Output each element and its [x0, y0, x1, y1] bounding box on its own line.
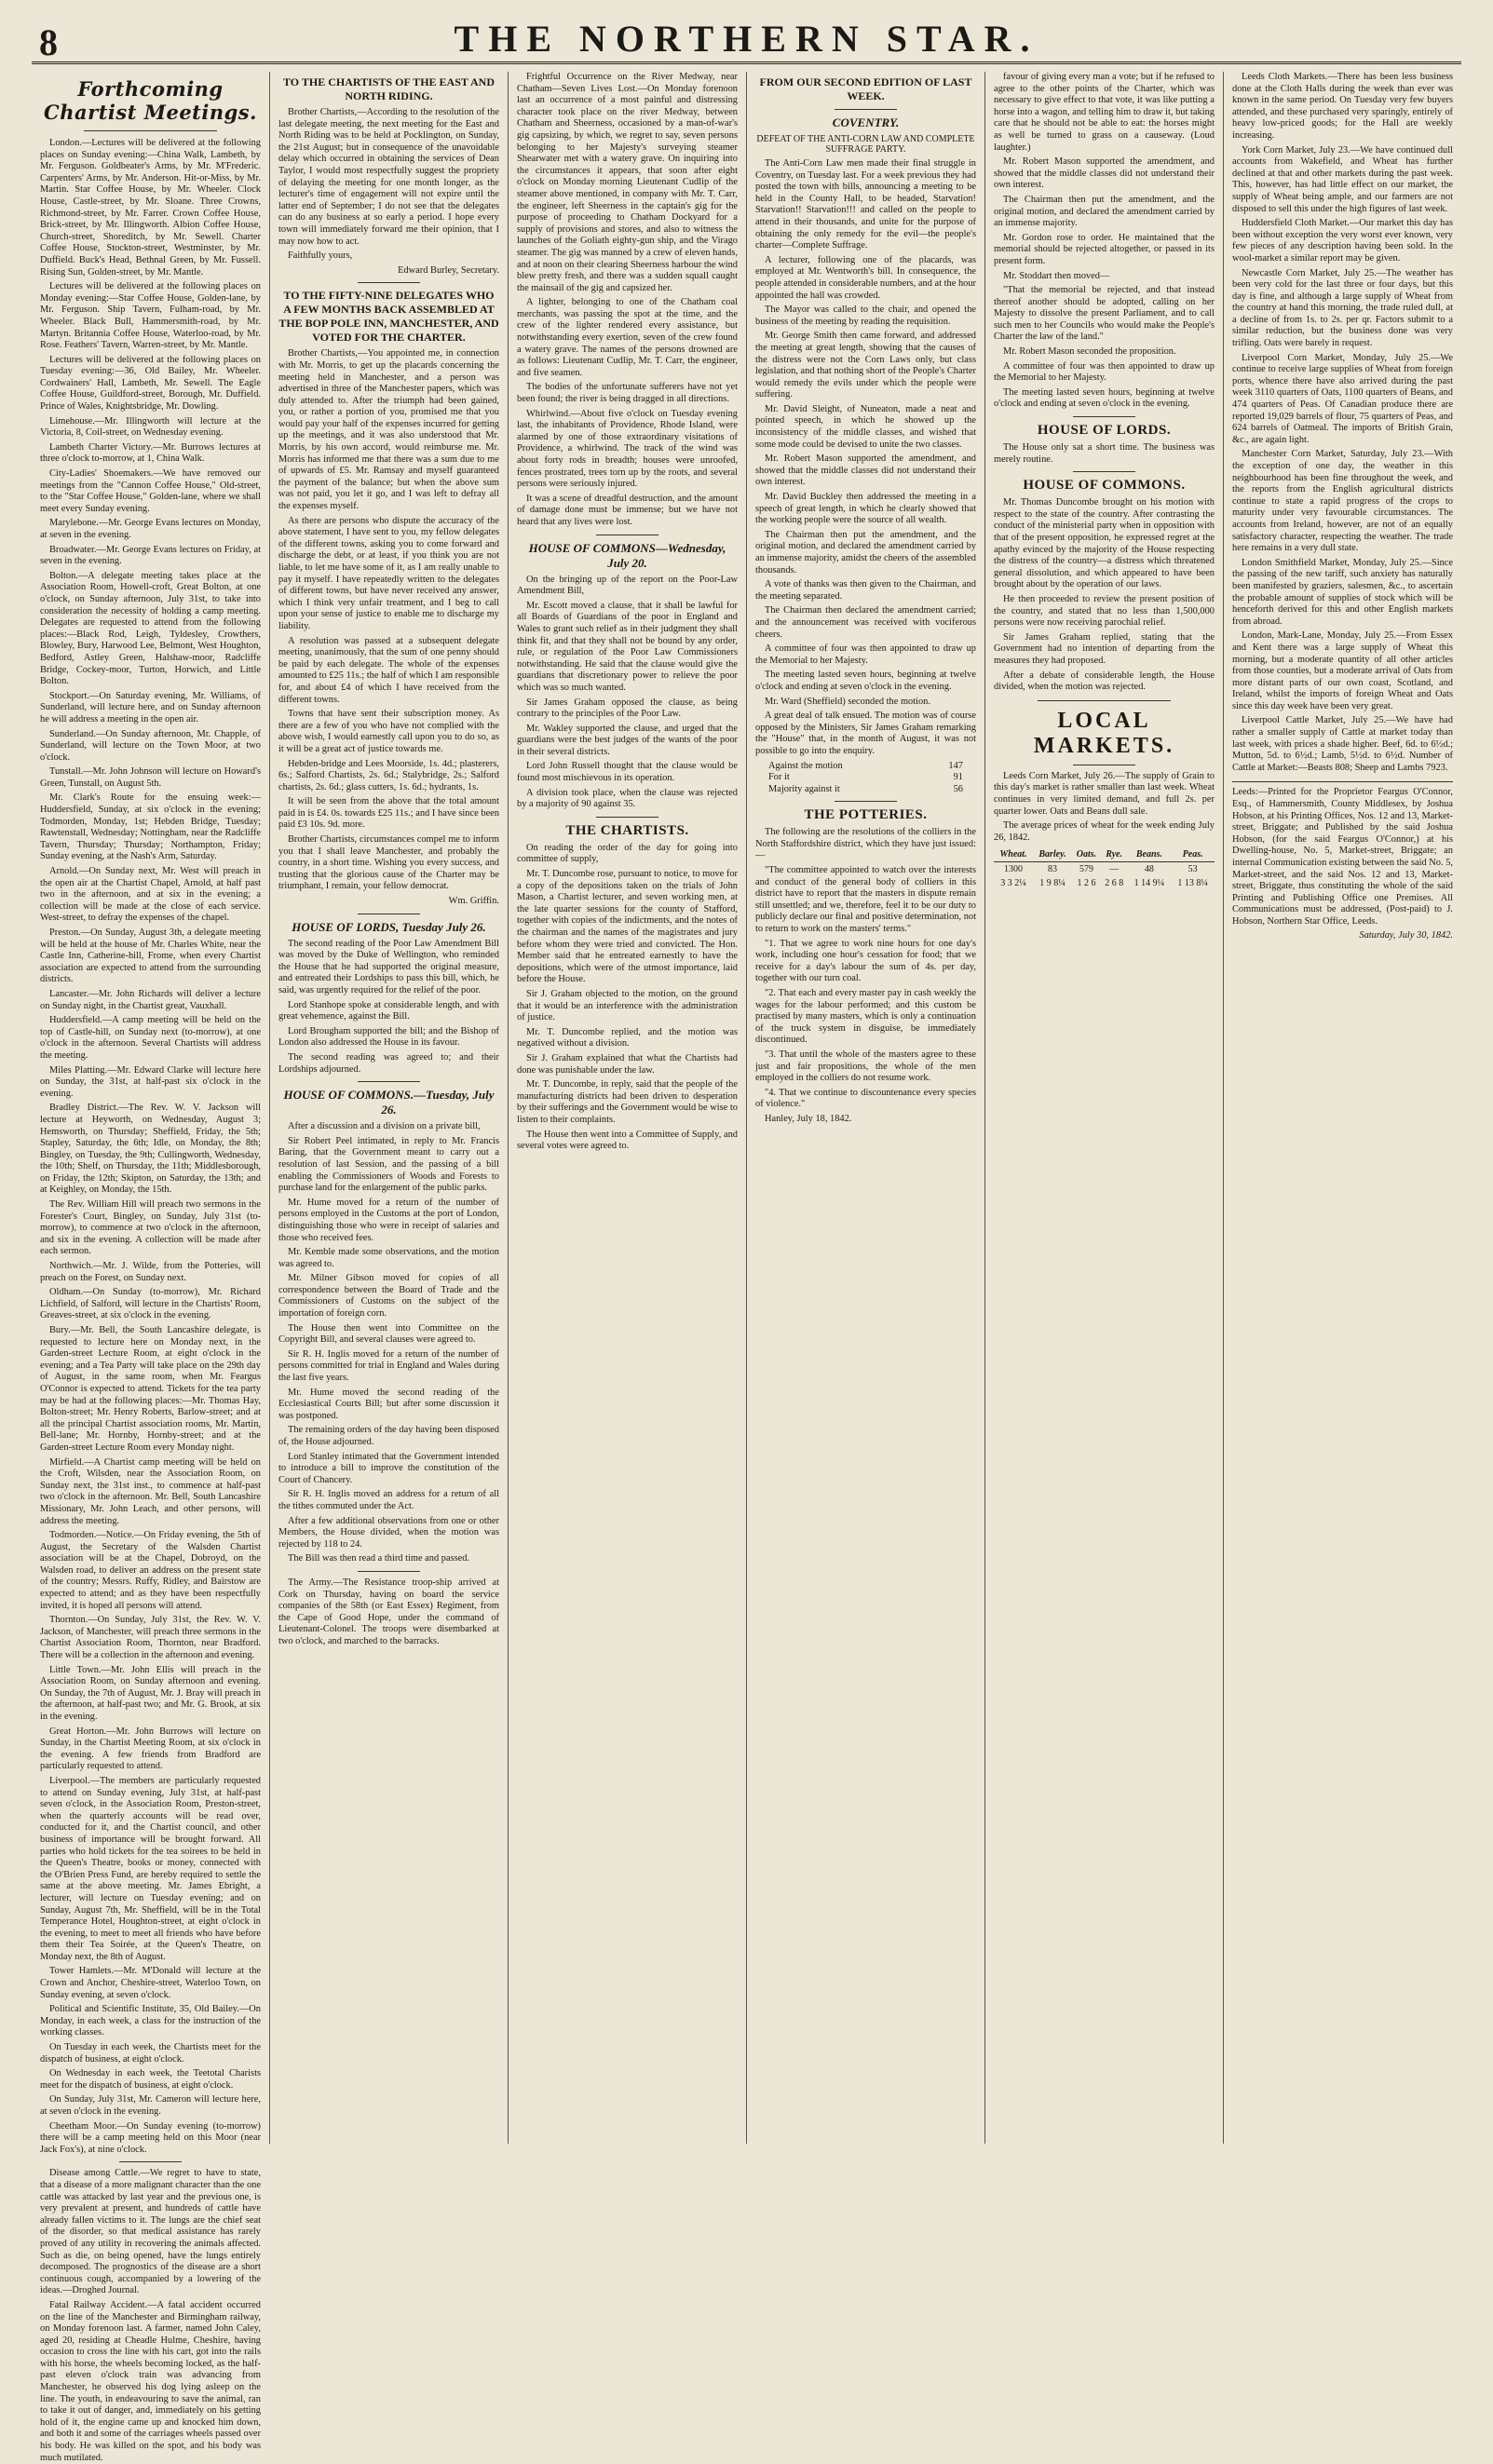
paragraph: Mr. Robert Mason supported the amendment, and showed that the middle classes did not understand their own interest. — [755, 454, 976, 488]
article-body — [517, 72, 738, 529]
article-body — [755, 158, 976, 758]
paragraph: The meeting lasted seven hours, beginning at twelve o'clock and ending at seven o'clock in the evening. — [755, 670, 976, 692]
paragraph: A division took place, when the clause was rejected by a majority of 90 against 35. — [517, 787, 738, 810]
article-heading: HOUSE OF LORDS. — [1037, 423, 1172, 439]
paragraph: Frightful Occurrence on the River Medway, near Chatham—Seven Lives Lost.—On Monday forenoon last an occurrence of a most painful and distressing character took place on the river Medway, between Chatham and Sheerness, occasioned by a man-of-war's gig capsizing, by which, we regret to say, seven persons belonging to her Majesty's surveying steamer Shearwater met with a watery grave. On inquiring into the circumstances it appears, that soon after eight o'clock on Monday morning Lieutenant Cudlip of the steamer above mentioned, in company with Mr. T. Carr, the engineer, left Sheerness in the captain's gig for the purpose of proceeding to Chatham Dockyard for a supply of provisions and stores, and also to witness the launches of the Goliath eighty-gun ship, and the Virago steamer. The gig was manned by a crew of eleven hands, and at noon on their clearing Sheerness harbour the wind blew pretty fresh, and there was a sudden squall caught the mainsail of the gig and capsized her. — [517, 72, 738, 293]
paragraph: favour of giving every man a vote; but if he refused to agree to the other points of the Charter, which was necessary to give effect to that vote, it was like putting a horse into a wagon, and telling him to draw it, but taking care that he should not be able to eat: the horses might as well be turned to grass on a causeway. (Loud laughter.) — [994, 72, 1215, 153]
paragraph: After a debate of considerable length, the House divided, when the motion was rejected. — [994, 670, 1215, 693]
paragraph: The Bill was then read a third time and passed. — [288, 1553, 470, 1564]
article-subheading: DEFEAT OF THE ANTI-CORN LAW AND COMPLETE SUFFRAGE PARTY. — [756, 134, 975, 155]
paragraph: Mr. T. Duncombe, in reply, said that the people of the manufacturing districts had been driven to desperation by their sufferings and the Government would be wise to listen to their complaints. — [517, 1079, 738, 1125]
division-count: 91 — [953, 772, 963, 783]
paragraph: Lambeth Charter Victory.—Mr. Burrows lectures at three o'clock to-morrow, at 1, China Walk. — [40, 441, 261, 465]
paragraph: Broadwater.—Mr. George Evans lectures on Friday, at seven in the evening. — [40, 544, 261, 567]
division-label: For it — [768, 772, 790, 783]
paragraph: A great deal of talk ensued. The motion was of course opposed by the Ministers, Sir James Graham remarking the "House" that, in the month of August, it was not possible to go into the enquiry. — [755, 711, 976, 756]
paragraph: "3. That until the whole of the masters agree to these just and fair propositions, the whole of the men employed in the colliers do not resume work. — [755, 1049, 976, 1084]
paragraph: The Chairman then declared the amendment carried; and the announcement was received with vociferous cheers. — [755, 605, 976, 640]
paragraph: Liverpool Cattle Market, July 25.—We have had rather a smaller supply of Cattle at market today than last week, with prices a shade higher. Beef, 6d. to 6½d.; Mutton, 5d. to 6½d.; Lamb, 5½d. to 6½d. Number of Cattle at Market:—Beasts 808; Sheep and Lambs 7923. — [1232, 715, 1453, 773]
paragraph: "2. That each and every master pay in cash weekly the wages for the labour performed; and this custom be practised by many masters, which is only a continuation of the truck system in disguise, be immediately discontinued. — [755, 988, 976, 1046]
division-row — [768, 784, 963, 796]
article-heading: FROM OUR SECOND EDITION OF LAST WEEK. — [759, 75, 972, 102]
paragraph: The Chairman then put the amendment, and the original motion, and declared the amendment carried by an immense majority, amidst the cheers of the assembled thousands. — [755, 529, 976, 575]
paragraph: Brother Chartists, circumstances compel me to inform you that I shall leave Manchester, and probably the country, in a short time. Wishing you every success, and trusting that the glorious cause of the Charter may be triumphant, I remain, your fellow democrat. — [278, 834, 499, 892]
paragraph: A committee of four was then appointed to draw up the Memorial to her Majesty. — [755, 643, 976, 666]
division-table — [768, 761, 963, 796]
paragraph: A resolution was passed at a subsequent delegate meeting, unanimously, that the sum of one penny should be paid by each delegate. The whole of the expenses amounted to £25 11s.; the half of which I am responsible for, and about £4 of which I have received from the different towns. — [278, 635, 499, 705]
article-body — [994, 497, 1215, 694]
column-2 — [269, 72, 508, 2144]
article-heading: HOUSE OF COMMONS.—Tuesday, July 26. — [283, 1088, 495, 1117]
price-cell: 579 — [1079, 864, 1093, 875]
paragraph: Whirlwind.—About five o'clock on Tuesday evening last, the inhabitants of Providence, Rhode Island, were alarmed by one of those extraordinary visitations of Providence, a whirlwind. The track of the wind was about forty rods in breadth; houses were unroofed, fences prostrated, trees torn up by the roots, and several persons were seriously injured. — [517, 408, 738, 490]
paper-title: THE NORTHERN STAR. — [454, 18, 1039, 60]
price-header-row — [994, 847, 1215, 862]
paragraph: Bradley District.—The Rev. W. V. Jackson will lecture at Heyworth, on Wednesday, August 3; Hemsworth, on Thursday; Sheffield, Friday, the 5th; Stapley, Saturday, the 6th; Idle, on Monday, the 8th; Bingley, on Tuesday, the 9th; Cullingworth, Wednesday, the 10th; Shelf, on Thursday, the 11th; Middlesborough, on Friday, the 12th; Skipton, on Saturday, the 13th; and at Keighley, on Monday, the 15th. — [40, 1103, 261, 1196]
local-markets-heading: LOCAL MARKETS. — [1033, 708, 1175, 758]
paragraph: Stockport.—On Saturday evening, Mr. Williams, of Sunderland, will lecture here, and on Sunday afternoon he will address a meeting in the open air. — [40, 690, 261, 724]
price-cell: 1 2 6 — [1077, 878, 1096, 889]
paragraph: Lord Stanhope spoke at considerable length, and with great vehemence, against the Bill. — [278, 999, 499, 1022]
paragraph: He then proceeded to review the present position of the country, and stated that no less than 1,500,000 persons were now receiving parochial relief. — [994, 593, 1215, 629]
paragraph: Bury.—Mr. Bell, the South Lancashire delegate, is requested to lecture here on Monday next, in the Garden-street Lecture Room, at eight o'clock in the evening; and a Tea Party will take place on the 29th day of August, in the same room, when Mr. Feargus O'Connor is expected to attend. Tickets for the tea party may be had at the following places:—Mr. Thomas Hay, Bolton-street; Mr. Henry Roberts, Barlow-street; and at all the principal Chartist association rooms, Mr. Martin, Bell-lane; Mr. Hornby, Hornby-street; and at the Garden-street Lecture Room every Monday night. — [40, 1325, 261, 1453]
paragraph: Cheetham Moor.—On Sunday evening (to-morrow) there will be a camp meeting held on this Moor (near Jack Fox's), at nine o'clock. — [40, 2120, 261, 2155]
paragraph: Lectures will be delivered at the following places on Tuesday evening:—36, Old Bailey, Mr. Wheeler. Cordwainers' Hall, Lambeth, Mr. Sewell. The Eagle Coffee House, Guildford-street, Borough, Mr. Duffield. Prince of Wales, Knightsbridge, Mr. Dowling. — [40, 354, 261, 413]
article-body — [278, 107, 499, 263]
paragraph: Mr. Escott moved a clause, that it shall be lawful for all Boards of Guardians of the poor in England and Wales to grant such relief as in their judgment they shall think fit, and that they shall not be bound by any order, rule, or regulation of the Poor Law Commissioners notwithstanding. He said that the clause would give the guardians that discretionary power to relieve the poor which was so much wanted. — [517, 600, 738, 693]
price-cell: 1 14 9¼ — [1133, 878, 1165, 889]
article-body — [278, 348, 499, 755]
imprint-date: Saturday, July 30, 1842. — [1359, 929, 1453, 941]
paragraph: Hebden-bridge and Lees Moorside, 1s. 4d.; plasterers, 6s.; Salford Chartists, 2s. 6d.; Stalybridge, 2s.; Salford chartists, 2s. 6d.; glass cutters, 1s. 6d.; hydrants, 1s. — [278, 758, 499, 792]
paragraph: A lecturer, following one of the placards, was employed at Mr. Wentworth's bill. In consequence, the people attended in considerable numbers, and at the hour appointed the hall was crowded. — [755, 254, 976, 301]
price-cell: 3 3 2¼ — [1000, 878, 1026, 889]
paragraph: "That the memorial be rejected, and that instead thereof another should be adopted, calling on her Majesty to dissolve the present Parliament, and to call such men to her Councils who would make the People's Charter the law of the land." — [994, 285, 1215, 343]
paragraph: On Wednesday in each week, the Teetotal Charists meet for the dispatch of business, at eight o'clock. — [40, 2068, 261, 2091]
paragraph: Lectures will be delivered at the following places on Monday evening:—Star Coffee House, Golden-lane, by Mr. Ferguson. Ship Tavern, Fulham-road, by Mr. Wheeler. Black Bull, Hammersmith-road, by Mr. Martyn. Britannia Coffee House, Waterloo-road, by Mr. Rose. Feathers' Tavern, Warren-street, by Mr. Mantle. — [40, 281, 261, 351]
paragraph: Mr. Thomas Duncombe brought on his motion with respect to the state of the country. After contrasting the conduct of the ministerial party when in opposition with that of the present opposition, he expressed regret at the apathy evinced by the majority of the House respecting the distress of the country—a distress which threatened general dissolution, and which appeared to have been brought about by the operation of our laws. — [994, 497, 1215, 590]
paragraph: Manchester Corn Market, Saturday, July 23.—With the exception of one day, the weather in this neighbourhood has been fine throughout the week, and the reports from the English agricultural districts continue to state a rapid progress of the crops to maturity under very favourable circumstances. The accounts from Ireland, however, are not of an equally satisfactory character, respecting the weather. The trade here remains in a very dull state. — [1232, 449, 1453, 554]
masthead — [32, 17, 1461, 64]
paragraph: The meeting lasted seven hours, beginning at twelve o'clock and ending at seven o'clock in the evening. — [994, 386, 1215, 410]
article-body — [278, 759, 499, 894]
paragraph: Political and Scientific Institute, 35, Old Bailey.—On Monday, in each week, a class for the instruction of the working classes. — [40, 2004, 261, 2038]
paragraph: Lord Stanley intimated that the Government intended to introduce a bill to improve the constitution of the Court of Chancery. — [278, 1451, 499, 1485]
price-cell: 2 6 8 — [1105, 878, 1124, 889]
paragraph: "1. That we agree to work nine hours for one day's work, including one hour's cessation for food; that we receive for a day's labour the sum of 4s. per day, together with our turn coal. — [755, 938, 976, 984]
paragraph: Miles Platting.—Mr. Edward Clarke will lecture here on Sunday, the 31st, at half-past six o'clock in the evening. — [40, 1064, 261, 1099]
article-heading: THE POTTERIES. — [804, 807, 928, 823]
paragraph: The House then went into Committee on the Copyright Bill, and several clauses were agreed to. — [278, 1322, 499, 1346]
article-body — [278, 939, 499, 1076]
paragraph: Mr. Kemble made some observations, and the motion was agreed to. — [278, 1247, 499, 1269]
division-row — [768, 761, 963, 773]
divider — [119, 2161, 181, 2162]
paragraph: After a few additional observations from one or other Members, the House divided, when the motion was rejected by 118 to 24. — [278, 1515, 499, 1550]
paragraph: Leeds Cloth Markets.—There has been less business done at the Cloth Halls during the week than ever was known in the same period. On Tuesday very few buyers attended, and these purchased very sparingly, entirely of heavy low-priced goods; for the Hall are weekly increasing. — [1232, 72, 1453, 141]
paragraph: Bolton.—A delegate meeting takes place at the Association Room, Howell-croft, Great Bolton, at one o'clock, on Sunday afternoon, July 31st, to take into consideration the necessity of holding a camp meeting. Delegates are requested to attend from the following places:—Black Rod, Leigh, Tyldesley, Crowthers, Blowley, Bury, Harwood Lee, Belmont, West Houghton, Bedford, Astley Green, Halshaw-moor, Radcliffe Bridge, Cockey-moor, Turton, Horwich, and Little Bolton. — [40, 570, 261, 687]
paragraph: Thornton.—On Sunday, July 31st, the Rev. W. V. Jackson, of Manchester, will preach three sermons in the Chartist Association Room, Thornton, near Bradford. There will be a collection in the afternoon and evening. — [40, 1615, 261, 1661]
paragraph: Brother Chartists,—According to the resolution of the last delegate meeting, the next meeting for the East and North Riding was to be held at Pocklington, on Sunday, the 21st August; but in consequence of the unavoidable delay which occurred in obtaining the services of Dean Taylor, I would most respectfully suggest the propriety of delaying the meeting for one month longer, as the lecturer's time of engagement will not expire until the latter end of September; I do not see that the delegates can do any business at so early a period. I hope every town will immediately forward me their opinion, that I may now how to act. — [278, 107, 499, 247]
paragraph: Sir James Graham replied, stating that the Government had no intention of departing from the measures they had proposed. — [994, 631, 1215, 666]
paragraph: It will be seen from the above that the total amount paid in is £4. 0s. towards £25 11s.; and I have since been paid £3 10s. 9d. more. — [278, 796, 499, 831]
price-cell: 53 — [1188, 864, 1198, 875]
paragraph: Fatal Railway Accident.—A fatal accident occurred on the line of the Manchester and Birmingham railway, on Monday forenoon last. A farmer, named John Caley, aged 20, residing at Cheadle Hulme, Cheshire, having occasion to cross the line with his cart, got into the rails with his horse, the wheels becoming locked, as the half-past eleven o'clock train was advancing from Manchester, he observed his dog lying asleep on the line. The youth, in endeavouring to save the animal, ran to take it out of danger, and, immediately on his getting hold of it, the engine came up and knocked him down, and both it and some of the carriages wheels passed over his body. He was killed on the spot, and his body was much mutilated. — [40, 2299, 261, 2463]
paragraph: Mr. Hume moved the second reading of the Ecclesiastical Courts Bill; but after some discussion it was postponed. — [278, 1387, 499, 1421]
price-cell: 83 — [1047, 864, 1057, 875]
paragraph: Mr. George Smith then came forward, and addressed the meeting at great length, showing that the causes of the distress were not the Corn Laws only, but class legislation, and that nothing short of the People's Charter would remedy the evils under which the people were suffering. — [755, 331, 976, 400]
divider — [358, 282, 419, 283]
paragraph: Liverpool.—The members are particularly requested to attend on Sunday evening, July 31st, at half-past seven o'clock, in the Association Room, Preston-street, when the quarterly accounts will be read over, conducted for it, and the Chartist council, and other business of importance will be brought forward. All parties who hold tickets for the tea soirees to be held in the Queen's Theatre, books or money, connected with the O'Brien Press Fund, are hereby required to settle the same at the above meeting. Mr. James Ebright, a lecturer, will lecture on Tuesday evening; and on Sunday, August 7th, Mr. Sheffield, will be in the Total Temperance Hotel, Houghton-street, at eight o'clock in the evening, to meet to meet all friends who have before them their Tea Soirée, at the Queen's Theatre, on Monday next, the 8th of August. — [40, 1775, 261, 1962]
paragraph: A committee of four was then appointed to draw up the Memorial to her Majesty. — [994, 360, 1215, 384]
paragraph: On the bringing up of the report on the Poor-Law Amendment Bill, — [517, 574, 738, 597]
paragraph: Mr. David Sleight, of Nuneaton, made a neat and pointed speech, in which he showed up the inconsistency of the middle classes, and wished that some mode could be devised to unite the two classes. — [755, 403, 976, 450]
paragraph: Mr. Gordon rose to order. He maintained that the memorial should be rejected altogether, or passed in its present form. — [994, 232, 1215, 266]
price-cell: Wheat. — [994, 847, 1033, 862]
paragraph: Mr. T. Duncombe rose, pursuant to notice, to move for a copy of the depositions taken on the trials of John Mason, a Chartist lecturer, and seven working men, at the late quarter sessions for the county of Stafford, together with copies of the indictments, and the notes of the chairman and the names of the magistrates and jury before whom they were tried and convicted. The Hon. Member said that he entreated earnestly to have the depositions, which were of the utmost importance, laid before the House. — [517, 869, 738, 985]
paragraph: The House only sat a short time. The business was merely routine. — [994, 442, 1215, 465]
paragraph: "The committee appointed to watch over the interests and conduct of the general body of colliers in this district have to report that the masters in dispute remain still unsettled; and we, therefore, feel it to be our duty to publicly declare our final and positive determination, not to return to work on the masters' terms." — [755, 865, 976, 935]
paragraph: Northwich.—Mr. J. Wilde, from the Potteries, will preach on the Forest, on Sunday next. — [40, 1261, 261, 1283]
paragraph: Mr. Robert Mason seconded the proposition. — [1003, 346, 1176, 358]
paragraph: Hanley, July 18, 1842. — [765, 1113, 852, 1124]
article-body — [1232, 72, 1453, 774]
paragraph: Mr. Hume moved for a return of the number of persons employed in the Customs at the port of London, distinguishing those who were in receipt of salaries and those who received fees. — [278, 1197, 499, 1243]
paragraph: London, Mark-Lane, Monday, July 25.—From Essex and Kent there was a large supply of Wheat this morning, but a moderate quantity of all other articles from those counties, but a moderate arrival of Oats from more distant parts of our own coast, Scotland, and Ireland, whilst the imports of foreign Wheat and Oats since this day week have been very great. — [1232, 630, 1453, 711]
divider — [358, 1081, 419, 1082]
article-heading: TO THE FIFTY-NINE DELEGATES WHO A FEW MONTHS BACK ASSEMBLED AT THE BOP POLE INN, MANCHESTER, AND VOTED FOR THE CHARTER. — [278, 289, 499, 345]
paragraph: The Rev. William Hill will preach two sermons in the Forester's Court, Bingley, on Sunday, July 31st (to-morrow), to commence at two o'clock in the afternoon, and six in the evening. A collection will be made after each sermon. — [40, 1199, 261, 1257]
article-heading: TO THE CHARTISTS OF THE EAST AND NORTH RIDING. — [283, 75, 495, 102]
paragraph: Mr. Robert Mason supported the amendment, and showed that the middle classes did not understand their own interest. — [994, 156, 1215, 191]
column-1 — [32, 72, 269, 2463]
divider — [835, 109, 896, 110]
price-cell: — — [1109, 864, 1120, 875]
article-body — [278, 1577, 499, 1648]
paragraph: On Sunday, July 31st, Mr. Cameron will lecture here, at seven o'clock in the evening. — [40, 2094, 261, 2117]
article-heading: HOUSE OF COMMONS. — [1023, 478, 1186, 494]
paragraph: On reading the order of the day for going into committee of supply, — [517, 842, 738, 865]
division-label: Majority against it — [768, 783, 840, 794]
paragraph: Sir R. H. Inglis moved an address for a return of all the tithes commuted under the Act. — [278, 1489, 499, 1511]
divider — [1073, 416, 1134, 417]
paragraph: A lighter, belonging to one of the Chatham coal merchants, was passing the spot at the time, and the crew of the lighter rendered every assistance, but notwithstanding every exertion, seven of the crew found a watery grave. The names of the persons drowned are as follows: Lieutenant Cudlip, Mr. T. Carr, the engineer, and five seamen. — [517, 297, 738, 378]
article-body — [994, 771, 1215, 845]
paragraph: Huddersfield.—A camp meeting will be held on the top of Castle-hill, on Sunday next (to-morrow), at one o'clock in the afternoon. Several Chartists will address the meeting. — [40, 1015, 261, 1061]
paragraph: Sir James Graham opposed the clause, as being contrary to the principles of the Poor Law. — [517, 697, 738, 720]
paragraph: Leeds Corn Market, July 26.—The supply of Grain to this day's market is rather smaller than last week. Wheat continues in very limited demand, and full 2s. per quarter lower. Oats and Beans dull sale. — [994, 770, 1215, 817]
column-3 — [508, 72, 746, 2144]
paragraph: The Army.—The Resistance troop-ship arrived at Cork on Thursday, having on board the service companies of the 58th (or East Essex) Regiment, from the Cape of Good Hope, under the command of Lieutenant-Colonel. The troops were disembarked at two o'clock, and marched to the barracks. — [278, 1577, 499, 1646]
price-table — [994, 847, 1215, 890]
price-quantity-row — [994, 862, 1215, 877]
article-heading: HOUSE OF COMMONS—Wednesday, July 20. — [528, 540, 726, 570]
paragraph: The following are the resolutions of the colliers in the North Staffordshire district, which they have just issued:— — [755, 827, 976, 861]
article-body — [517, 843, 738, 1153]
paragraph: A vote of thanks was then given to the Chairman, and the meeting separated. — [755, 579, 976, 602]
imprint: Leeds:—Printed for the Proprietor Feargus O'Connor, Esq., of Hammersmith, County Middlesex, by Joshua Hobson, at his Printing Offices, Nos. 12 and 13, Market-street, Briggate; and Published by the said Joshua Hobson, (for the said Feargus O'Connor,) at his Dwelling-house, No. 5, Market-street, Briggate; an internal Communication existing between the said No. 5, Market-street, and the said Nos. 12 and 13, Market-street, Briggate, thus constituting the whole of the said Printing and Publishing Office one Premises. All Communications must be addressed, (Post-paid) to J. Hobson, Northern Star Office, Leeds. — [1232, 781, 1453, 927]
paragraph: Sir Robert Peel intimated, in reply to Mr. Francis Baring, that the Government meant to carry out a resolution of last Session, and the passing of a bill enabling the Commissioners of Woods and Forests to purchase land for the enlargement of the public parks. — [278, 1135, 499, 1194]
paragraph: Mr. T. Duncombe replied, and the motion was negatived without a division. — [517, 1026, 738, 1049]
paragraph: Sir J. Graham explained that what the Chartists had done was punishable under the law. — [517, 1052, 738, 1076]
signature: Edward Burley, Secretary. — [398, 264, 499, 276]
paragraph: On Tuesday in each week, the Chartists meet for the dispatch of business, at eight o'clock. — [40, 2042, 261, 2065]
paragraph: Faithfully yours, — [288, 250, 353, 262]
division-label: Against the motion — [768, 760, 843, 771]
paragraph: Arnold.—On Sunday next, Mr. West will preach in the open air at the Chartist Chapel, Arnold, at half past two in the afternoon, and at six in the evening; a collection will be made at the close of each service. West-street, to defray the expenses of the chapel. — [40, 866, 261, 924]
divider — [835, 801, 896, 802]
meetings-list — [40, 138, 261, 2156]
price-cell: Oats. — [1072, 847, 1101, 862]
paragraph: Tunstall.—Mr. John Johnson will lecture on Howard's Green, Tunstall, on August 5th. — [40, 766, 261, 789]
paragraph: As there are persons who dispute the accuracy of the above statement, I have sent to you, my fellow delegates of the different towns, asking you to come forward and discharge the debt, or at least, if you think you are not liable, to let me have some of it, as I am really unable to pay it myself. I have repeatedly written to the delegates of different towns, but have never received any answer, which I think very unfair treatment, and I beg to call upon your sense of justice to enable me to discharge my liability. — [278, 515, 499, 631]
paragraph: Sir J. Graham objected to the motion, on the ground that it would be an interference with the administration of justice. — [517, 988, 738, 1023]
paragraph: Mr. Ward (Sheffield) seconded the motion. — [765, 696, 930, 707]
paragraph: Towns that have sent their subscription money. As there are a few of you who have not complied with the above wish, I would earnestly call upon you to do so, as it will be a great act of justice towards me. — [278, 709, 499, 754]
paragraph: Huddersfield Cloth Market.—Our market this day has been without exception the very worst ever known, very few pieces of any description having been sold. In the wool-market a similar report may be given. — [1232, 218, 1453, 264]
divider — [1073, 471, 1134, 472]
paragraph: The Anti-Corn Law men made their final struggle in Coventry, on Tuesday last. For a week previous they had posted the town with bills, announcing a meeting to be held in the County Hall, to be headed, Starvation! Starvation!! Starvation!!! and called on the people to attend in their thousands, and unite for the purpose of obtaining the only remedy for the evil—the people's charter—Complete Suffrage. — [755, 158, 976, 251]
column-6 — [1223, 72, 1461, 2144]
price-cell: 1300 — [1003, 864, 1023, 875]
article-body — [278, 1452, 499, 1565]
paragraph: The second reading was agreed to; and their Lordships adjourned. — [278, 1051, 499, 1075]
paragraph: Mr. David Buckley then addressed the meeting in a speech of great length, in which he clearly showed that the working people were the source of all wealth. — [755, 492, 976, 526]
page-number: 8 — [39, 21, 58, 63]
paragraph: "4. That we continue to discountenance every species of violence." — [755, 1087, 976, 1110]
misc-articles — [40, 2168, 261, 2464]
paragraph: Lancaster.—Mr. John Richards will deliver a lecture on Sunday night, in the Chartist great, Vauxhall. — [40, 988, 261, 1011]
article-heading: COVENTRY. — [832, 115, 900, 129]
divider — [596, 817, 658, 818]
paragraph: Mr. Clark's Route for the ensuing week:—Huddersfield, Sunday, at six o'clock in the evening; Todmorden, Monday, 1st; Hebden Bridge, Tuesday; Rawtenstall, Wednesday; Nottingham, near the Radcliffe Tavern, Thursday; Thursday; Northampton, Friday; Sunday evening, at the Nash's Arm, Saturday. — [40, 792, 261, 862]
paragraph: Mr. Stoddart then moved— — [1003, 270, 1110, 281]
paragraph: Lord Brougham supported the bill; and the Bishop of London also addressed the House in its favour. — [278, 1025, 499, 1049]
division-count: 147 — [948, 760, 963, 771]
paragraph: Marylebone.—Mr. George Evans lectures on Monday, at seven in the evening. — [40, 518, 261, 540]
signature: Wm. Griffin. — [448, 896, 499, 907]
price-cell: Barley. — [1033, 847, 1072, 862]
paragraph: It was a scene of dreadful destruction, and the amount of damage done must be immense; but we have not heard that any lives were lost. — [517, 493, 738, 527]
paragraph: Mr. Milner Gibson moved for copies of all correspondence between the Board of Trade and the Commissioners of Customs on the subject of the importation of foreign corn. — [278, 1273, 499, 1320]
paragraph: Limehouse.—Mr. Illingworth will lecture at the Victoria, 8, Coil-street, on Wednesday evening. — [40, 415, 261, 439]
divider — [1038, 700, 1170, 701]
paragraph: Liverpool Corn Market, Monday, July 25.—We continue to receive large supplies of Wheat from foreign ports, whence there have also arrived during the past week 3110 quarters of Oats, 1100 quarters of Beans, and 474 quarters of Peas. Of Canadian produce there are reported 19,029 barrels of flour, 75 quarters of Peas, and 624 barrels of Oatmeal. The imports of British Grain, &c., are again light. — [1232, 352, 1453, 445]
price-cell: Peas. — [1171, 847, 1215, 862]
price-cell: 48 — [1144, 864, 1154, 875]
paragraph: Tower Hamlets.—Mr. M'Donald will lecture at the Crown and Anchor, Cheshire-street, Waterloo Town, on Sunday evening, at seven o'clock. — [40, 1966, 261, 2000]
column-5 — [984, 72, 1223, 2144]
paragraph: The Chairman then put the amendment, and the original motion, and declared the amendment carried by an immense majority. — [994, 194, 1215, 229]
paragraph: Mirfield.—A Chartist camp meeting will be held on the Croft, Wilsden, near the Association Room, on Sunday next, the 31st inst., to commence at half-past two o'clock in the afternoon. Mr. Bell, South Lancashire Missionary, Mr. John Leach, and other persons, will address the meeting. — [40, 1456, 261, 1526]
paragraph: Brother Chartists,—You appointed me, in connection with Mr. Morris, to get up the placards concerning the meeting held in Manchester, and a person was advertised in three of the Manchester papers, which was duly attended to. After the triumph had been gained, you, or rather a portion of you, promised me that you would pay your half of the expenses incurred for getting up the meetings, and it was also understood that Mr. Morris, by his own accord, would reimburse me. Mr. Morris has informed me that there was a sum due to me of upwards of £5. Mr. Ramsay and myself guaranteed the payment of the balance; but when the above sum was not paid, you let it go, and I was left to defray all the expenses myself. — [278, 348, 499, 512]
paragraph: London.—Lectures will be delivered at the following places on Sunday evening:—China Walk, Lambeth, by Mr. Ferguson. Goldbeater's Arms, by Mr. M'Frederic. Carpenters' Arms, by Mr. Anderson. Hit-or-Miss, by Mr. Martin. Star Coffee House, by Mr. Wheeler. Clock House, Castle-street, by Mr. Sloane. Three Crowns, Richmond-street, by Mr. Farrer. Crown Coffee House, Brick-street, by Mr. Illingworth. Albion Coffee House, Church-street, Shoreditch, by Mr. Sewell. Charter Coffee House, Stockton-street, Westminster, by Mr. Duffield. Buck's Head, Bethnal Green, by Mr. Fussell. Rising Sun, Golden-street, by Mr. Mantle. — [40, 138, 261, 278]
divider — [84, 130, 216, 131]
paragraph: Oldham.—On Sunday (to-morrow), Mr. Richard Lichfield, of Salford, will lecture in the Chartists' Room, Greaves-street, at six o'clock in the evening. — [40, 1287, 261, 1321]
article-heading: HOUSE OF LORDS, Tuesday July 26. — [292, 919, 486, 934]
article-body — [994, 442, 1215, 466]
paragraph: Lord John Russell thought that the clause would be found most mischievous in its operation. — [517, 761, 738, 784]
divider — [358, 1571, 419, 1572]
paragraph: The second reading of the Poor Law Amendment Bill was moved by the Duke of Wellington, who reminded the House that he had supported the original measure, and entreated their Lordships to pass this bill, which, he said, was urgently required for the relief of the poor. — [278, 938, 499, 995]
paragraph: Newcastle Corn Market, July 25.—The weather has been very cold for the last three or four days, but this day is fine, and although a large supply of Wheat from the country at hand this morning, the trade ruled dull, at a decline of from 1s. to 2s. per qr. Factors submit to a similar reduction, but the business done was very trifling. Oats were barely in request. — [1232, 267, 1453, 349]
article-heading: THE CHARTISTS. — [565, 822, 689, 838]
paragraph: Little Town.—Mr. John Ellis will preach in the Association Room, on Sunday afternoon and evening. On Sunday, the 7th of August, Mr. J. Bray will preach in the afternoon, at half-past two; and Mr. G. Brook, at six in the evening. — [40, 1664, 261, 1722]
columns — [32, 72, 1461, 2463]
section-heading: Forthcoming Chartist Meetings. — [44, 77, 257, 124]
paragraph: Mr. Wakley supported the clause, and urged that the guardians were the best judges of the wants of the poor in their several districts. — [517, 723, 738, 757]
paragraph: After a discussion and a division on a private bill, — [288, 1121, 481, 1132]
price-cell: 1 13 8¼ — [1177, 878, 1208, 889]
price-value-row — [994, 876, 1215, 890]
article-body — [994, 72, 1215, 411]
paragraph: Great Horton.—Mr. John Burrows will lecture on Sunday, in the Chartist Meeting Room, at six o'clock in the evening. A few friends from Bradford are particularly requested to attend. — [40, 1726, 261, 1772]
paragraph: Disease among Cattle.—We regret to have to state, that a disease of a more malignant character than the one cattle was attacked by last year and the previous one, is very prevalent at present, and hundreds of cattle have already fallen victims to it. The lungs are the chief seat of the disorder, so that medical assistance has rarely proved of any utility in recovering the animals affected. Such as die, on being opened, have the lungs entirely decomposed. The prognostics of the disease are a short continuous cough, accompanied by a lowering of the ideas.—Droghed Journal. — [40, 2168, 261, 2296]
price-cell: Beans. — [1128, 847, 1172, 862]
price-cell: Rye. — [1101, 847, 1128, 862]
paragraph: Preston.—On Sunday, August 3th, a delegate meeting will be held at the house of Mr. Charles White, near the Castle Inn, Catherine-hill, Frome, when every Chartist association are expected to attend from the surrounding districts. — [40, 927, 261, 985]
price-cell: 1 9 8¼ — [1039, 878, 1065, 889]
paragraph: York Corn Market, July 23.—We have continued dull accounts from Wakefield, and Wheat has further declined at that and other markets during the past week. This, however, has had little effect on our market, the supply of Wheat being ample, and our farmers are not disposed to sell this under the high figures of last week. — [1232, 144, 1453, 214]
paragraph: Sir R. H. Inglis moved for a return of the number of persons committed for trial in England and Wales during the last five years. — [278, 1348, 499, 1384]
paragraph: London Smithfield Market, Monday, July 25.—Since the passing of the new tariff, such anxiety has naturally been manifested by graziers, salesmen, &c., to ascertain the probable amount of supplies of stock which will be henceforth derived for this and other English markets from abroad. — [1232, 557, 1453, 627]
division-count: 56 — [953, 783, 963, 794]
paragraph: City-Ladies' Shoemakers.—We have removed our meetings from the "Cannon Coffee House," Old-street, to the "Star Coffee House," Golden-lane, where we shall meet every Sunday evening. — [40, 468, 261, 514]
paragraph: The bodies of the unfortunate sufferers have not yet been found; the river is being dragged in all directions. — [517, 382, 738, 405]
paragraph: The House then went into a Committee of Supply, and several votes were agreed to. — [517, 1129, 738, 1152]
paragraph: Todmorden.—Notice.—On Friday evening, the 5th of August, the Secretary of the Walsden Chartist association will be at the Chapel, Dobroyd, on the Walsden road, to deliver an address on the present state of the country; Messrs. Ruffy, Ridley, and Bairstow are expected to attend; and as they have been respectfully invited, it is hoped all persons will attend. — [40, 1530, 261, 1611]
article-body — [755, 827, 976, 1125]
column-4 — [746, 72, 984, 2144]
division-row — [768, 772, 963, 784]
article-body — [517, 575, 738, 811]
paragraph: The Mayor was called to the chair, and opened the business of the meeting by reading the requisition. — [755, 305, 976, 327]
paragraph: The average prices of wheat for the week ending July 26, 1842. — [994, 820, 1215, 843]
article-body — [278, 1121, 499, 1448]
paragraph: Sunderland.—On Sunday afternoon, Mr. Chapple, of Sunderland, will lecture on the Town Moor, at two o'clock. — [40, 728, 261, 763]
paragraph: The remaining orders of the day having been disposed of, the House adjourned. — [278, 1425, 499, 1447]
